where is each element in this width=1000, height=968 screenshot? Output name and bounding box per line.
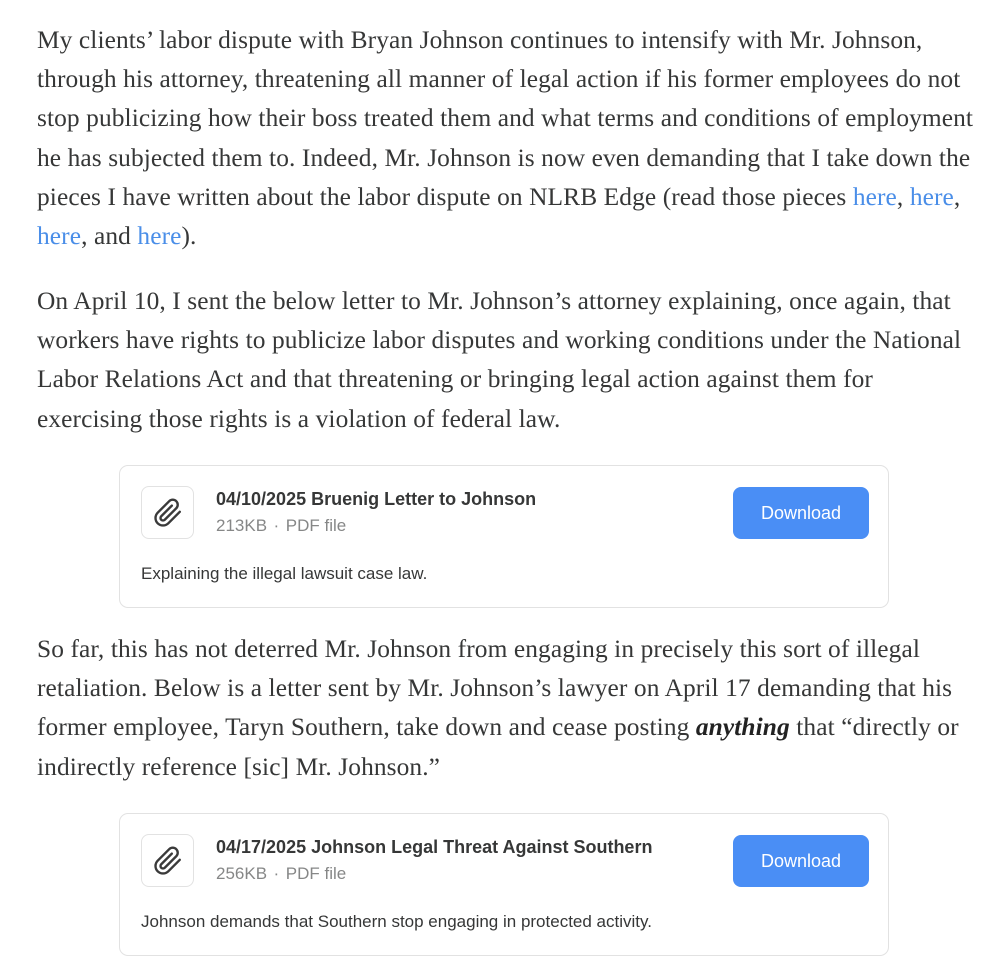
file-attachment-card [119,813,889,956]
file-description: Johnson demands that Southern stop engaging in protected activity. [141,912,652,931]
link-here-1[interactable]: here [852,182,897,211]
paragraph-retaliation: So far, this has not deterred Mr. Johnson from engaging in precisely this sort of illegal retaliation. Below is a letter sent by Mr. Johnson’s lawyer on April 17 demanding that his former employee, Taryn Southern, take down and cease posting anything that “directly or indirectly reference [sic] Mr. Johnson.” [37,635,959,781]
file-size: 213KB [216,516,268,535]
file-title: 04/17/2025 Johnson Legal Threat Against Southern [216,837,653,857]
paperclip-icon [153,498,183,528]
download-button[interactable]: Download [733,835,869,887]
paragraph-text: My clients’ labor dispute with Bryan Johnson continues to intensify with Mr. Johnson, through his attorney, threatening all manner of legal action if his former employees do not stop publicizing how their boss treated them and what terms and conditions of employment he has subjected them to. Indeed, Mr. Johnson is now even demanding that I take down the pieces I have written about the labor dispute on NLRB Edge (read those pieces [37,26,974,211]
paragraph-letter-intro: On April 10, I sent the below letter to Mr. Johnson’s attorney explaining, once again, that workers have rights to publicize labor disputes and working conditions under the National Labor Relations Act and that threatening or bringing legal action against them for exercising those rights is a violation of federal law. [37,287,962,433]
file-size: 256KB [216,864,268,883]
meta-separator: ∙ [274,864,279,883]
file-meta [216,516,346,536]
link-here-4[interactable]: here [137,222,182,251]
file-icon-box [141,834,194,887]
file-meta [216,864,346,884]
link-here-3[interactable]: here [37,222,82,251]
link-here-2[interactable]: here [909,182,954,211]
file-type: PDF file [285,516,347,535]
emphasis-anything: anything [695,713,790,742]
file-attachment-card [119,465,889,608]
file-icon-box [141,486,194,539]
download-button[interactable]: Download [733,487,869,539]
paragraph-intro: My clients’ labor dispute with Bryan Johnson continues to intensify with Mr. Johnson, through his attorney, threatening all manner of legal action if his former employees do not stop publicizing how their boss treated them and what terms and conditions of employment he has subjected them to. Indeed, Mr. Johnson is now even demanding that I take down the pieces I have written about the labor dispute on NLRB Edge (read those pieces here, here, here, and here). [37,26,974,251]
paperclip-icon [153,846,183,876]
meta-separator: ∙ [274,516,279,535]
file-type: PDF file [285,864,347,883]
file-title: 04/10/2025 Bruenig Letter to Johnson [216,489,537,509]
file-description: Explaining the illegal lawsuit case law. [141,564,428,583]
